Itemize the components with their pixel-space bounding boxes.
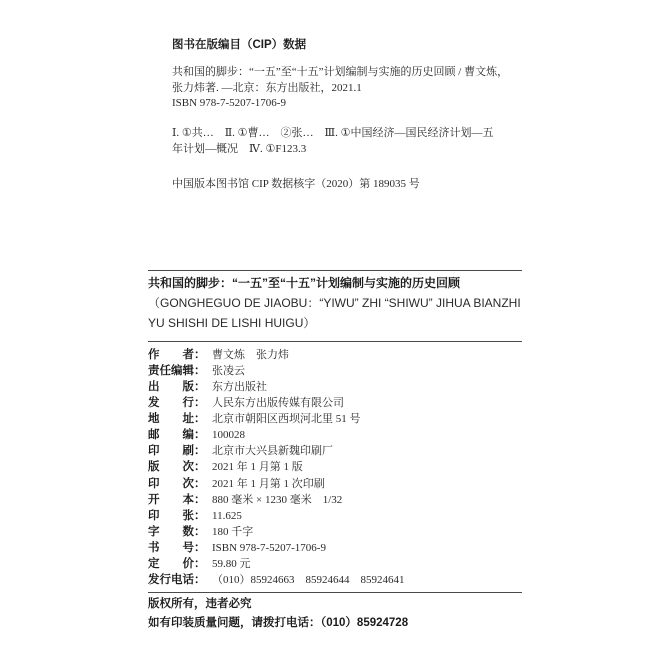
detail-row-isbn [148,540,405,556]
detail-row-price [148,556,405,572]
detail-label: 印 张： [148,509,206,522]
detail-value: 11.625 [212,509,242,522]
detail-value: 180 千字 [212,525,254,538]
detail-label: 书 号： [148,541,206,554]
book-title: 共和国的脚步：“一五”至“十五”计划编制与实施的历史回顾 [148,276,461,290]
detail-label: 发行电话： [148,573,206,586]
publication-details [148,347,405,588]
detail-value: 曹文炼 张力炜 [212,349,289,361]
divider-top [148,270,522,271]
detail-value: 2021 年 1 月第 1 版 [212,461,303,474]
detail-row-edition [148,459,405,475]
divider-bottom [148,592,522,593]
detail-label: 出 版： [148,381,206,394]
detail-value: ISBN 978-7-5207-1706-9 [212,541,326,554]
book-title-pinyin [148,293,521,333]
detail-value: 张凌云 [212,365,245,378]
divider-middle [148,341,522,342]
cip-subject-line: Ⅰ. ①共… Ⅱ. ①曹… ②张… Ⅲ. ①中国经济—国民经济计划—五 [172,127,494,139]
cip-verification: 中国版本图书馆 CIP 数据核字（2020）第 189035 号 [172,178,420,190]
detail-label: 印 刷： [148,445,206,458]
detail-label: 定 价： [148,557,206,570]
cip-heading: 图书在版编目（CIP）数据 [172,39,307,51]
detail-row-sales-phone [148,572,405,588]
detail-row-editor [148,363,405,379]
detail-value: （010）85924663 85924644 85924641 [212,573,405,586]
detail-row-postcode [148,427,405,443]
detail-value: 59.80 元 [212,557,251,570]
detail-row-word-count [148,524,405,540]
cip-subject-classification [172,125,494,157]
cip-record-line: 张力炜著. —北京：东方出版社，2021.1 [172,81,362,94]
detail-label: 印 次： [148,477,206,490]
detail-row-printing [148,476,405,492]
detail-value: 北京市朝阳区西坝河北里 51 号 [212,413,361,426]
detail-label: 邮 编： [148,429,206,442]
detail-value: 2021 年 1 月第 1 次印刷 [212,477,325,490]
book-title-pinyin-line: （GONGHEGUO DE JIAOBU：“YIWU” ZHI “SHIWU” JIHUA BIANZHI [148,296,521,310]
detail-row-sheets [148,508,405,524]
detail-value: 880 毫米 × 1230 毫米 1/32 [212,493,343,506]
cip-record-line: 共和国的脚步：“一五”至“十五”计划编制与实施的历史回顾 / 曹文炼， [172,66,509,78]
detail-label: 开 本： [148,493,206,506]
detail-label: 地 址： [148,413,206,426]
cip-record [172,65,508,112]
detail-value: 100028 [212,429,245,442]
detail-row-format [148,492,405,508]
detail-row-address [148,411,405,427]
detail-value: 北京市大兴县新魏印刷厂 [212,445,333,458]
detail-label: 版 次： [148,461,206,474]
print-quality-notice: 如有印装质量问题，请拨打电话：（010）85924728 [148,617,409,629]
copyright-notice: 版权所有，违者必究 [148,598,252,610]
cip-subject-line: 年计划—概况 Ⅳ. ①F123.3 [172,143,307,155]
detail-label: 作 者： [148,349,206,361]
detail-value: 东方出版社 [212,381,267,394]
detail-label: 字 数： [148,525,206,538]
detail-label: 责任编辑： [148,365,206,378]
detail-row-printer [148,443,405,459]
detail-value: 人民东方出版传媒有限公司 [212,397,344,410]
detail-row-author [148,347,405,363]
detail-row-distributor [148,395,405,411]
detail-label: 发 行： [148,397,206,410]
cip-isbn-line: ISBN 978-7-5207-1706-9 [172,97,286,110]
book-title-pinyin-line: YU SHISHI DE LISHI HUIGU） [148,316,316,330]
detail-row-publisher [148,379,405,395]
